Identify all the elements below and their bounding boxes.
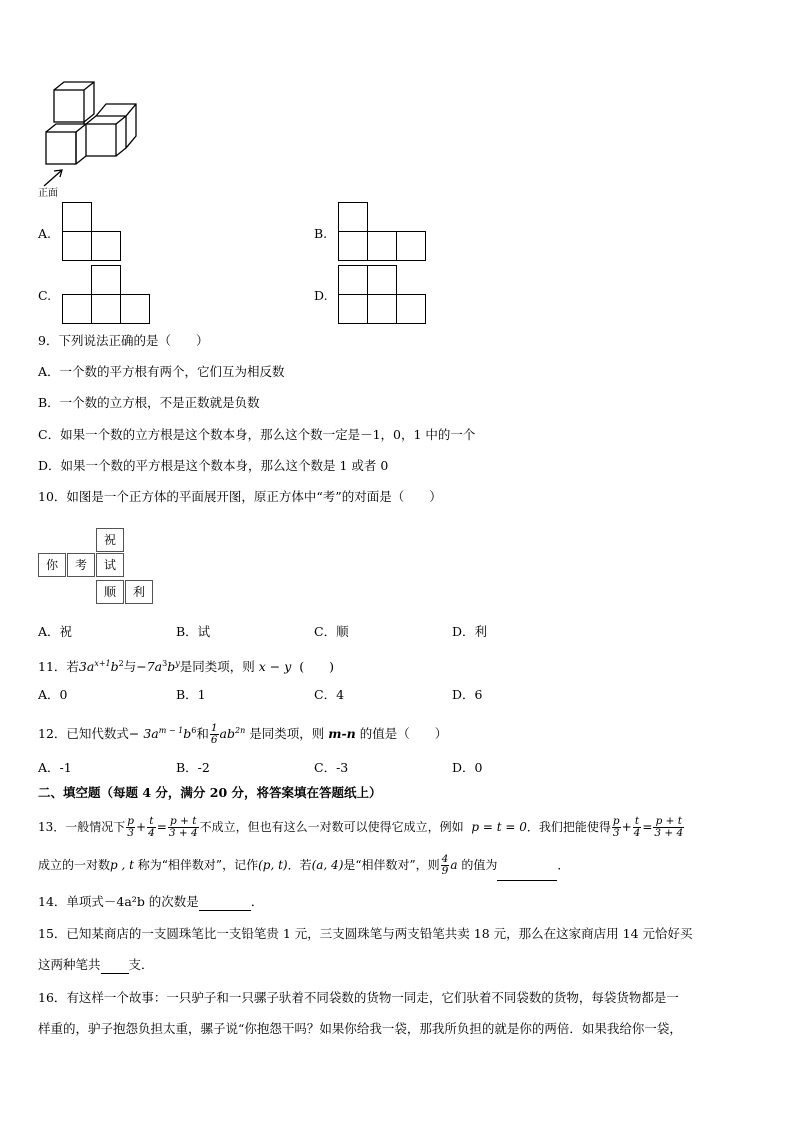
q15-answer-blank[interactable] <box>101 957 129 974</box>
section-heading: 二、填空题（每题 4 分，满分 20 分，将答案填在答题纸上） <box>38 785 382 800</box>
cube-stack-figure <box>36 78 146 193</box>
q14-answer-blank[interactable] <box>199 894 251 911</box>
q12-stem: 12．已知代数式− $3a^{m - 1}b^6$和 $\frac{1}{6}$ $ab^{2n}$ 是同类项，则 m-n 的值是（ ） <box>38 722 448 747</box>
option-a-label[interactable]: A. <box>38 226 52 241</box>
option-c-label[interactable]: C. <box>38 288 52 303</box>
q11-option-d[interactable]: D．6 <box>452 687 483 702</box>
q13-line2: 成立的一对数p , t 称为“相伴数对”，记作(p, t)．若(a, 4)是“相伴数对”，则 $\frac{4}{9}$ a 的值为 ． <box>38 850 569 881</box>
front-view-caption: 正面 <box>38 188 58 199</box>
q9-option-c[interactable]: C．如果一个数的立方根是这个数本身，那么这个数一定是－1，0，1 中的一个 <box>38 427 476 442</box>
q15-line2: 这两种笔共 支． <box>38 957 154 972</box>
q9-stem: 9．下列说法正确的是（ ） <box>38 333 209 348</box>
net-cell-1: 你 <box>38 553 66 577</box>
q16-line2: 样重的，驴子抱怨负担太重，骡子说“你抱怨干吗？如果你给我一袋，那我所负担的就是你的两倍．如果我给你一袋， <box>38 1021 682 1036</box>
q9-option-b[interactable]: B．一个数的立方根，不是正数就是负数 <box>38 395 260 410</box>
net-cell-3: 试 <box>96 553 124 577</box>
q12-option-b[interactable]: B．-2 <box>176 760 210 775</box>
q14-stem: 14．单项式－4a²b 的次数是 ． <box>38 894 264 909</box>
q10-stem: 10．如图是一个正方体的平面展开图，原正方体中“考”的对面是（ ） <box>38 489 442 504</box>
q9-option-d[interactable]: D．如果一个数的平方根是这个数本身，那么这个数是 1 或者 0 <box>38 458 389 473</box>
q12-option-a[interactable]: A．-1 <box>38 760 72 775</box>
option-d-label[interactable]: D. <box>314 288 328 303</box>
q10-option-c[interactable]: C．顺 <box>314 624 349 639</box>
net-cell-bottom-1: 顺 <box>96 580 124 604</box>
net-cell-2: 考 <box>67 553 95 577</box>
q13-line1: 13．一般情况下 $\frac{p}{3}$ + $\frac{t}{4}$ = $\frac{p + t}{3 + 4}$ 不成立，但也有这么一对数可以使得它成立，例如 p = t = 0．我们把能使得 $\frac{p}{3}$ + $\frac{t}{4}$ = $\frac{p + t}{3 + 4}$ <box>38 815 684 839</box>
q13-answer-blank[interactable] <box>497 850 557 881</box>
q10-option-a[interactable]: A．祝 <box>38 624 73 639</box>
q11-stem: 11．若$3a^{x+1}b^2$与$-7a^3b^y$是同类项，则 x − y ( ) <box>38 659 335 675</box>
q11-option-c[interactable]: C．4 <box>314 687 345 702</box>
q10-option-b[interactable]: B．试 <box>176 624 211 639</box>
net-cell-top: 祝 <box>96 528 124 552</box>
net-cell-bottom-2: 利 <box>125 580 153 604</box>
q10-option-d[interactable]: D．利 <box>452 624 488 639</box>
q15-line1: 15．已知某商店的一支圆珠笔比一支铅笔贵 1 元，三支圆珠笔与两支铅笔共卖 18 元，那么在这家商店用 14 元恰好买 <box>38 926 693 941</box>
option-b-label[interactable]: B. <box>314 226 328 241</box>
q9-option-a[interactable]: A．一个数的平方根有两个，它们互为相反数 <box>38 364 285 379</box>
q11-option-a[interactable]: A．0 <box>38 687 68 702</box>
q12-option-d[interactable]: D．0 <box>452 760 483 775</box>
q16-line1: 16．有这样一个故事：一只驴子和一只骡子驮着不同袋数的货物一同走，它们驮着不同袋数的货物，每袋货物都是一 <box>38 990 679 1005</box>
q11-option-b[interactable]: B．1 <box>176 687 206 702</box>
q12-option-c[interactable]: C．-3 <box>314 760 349 775</box>
